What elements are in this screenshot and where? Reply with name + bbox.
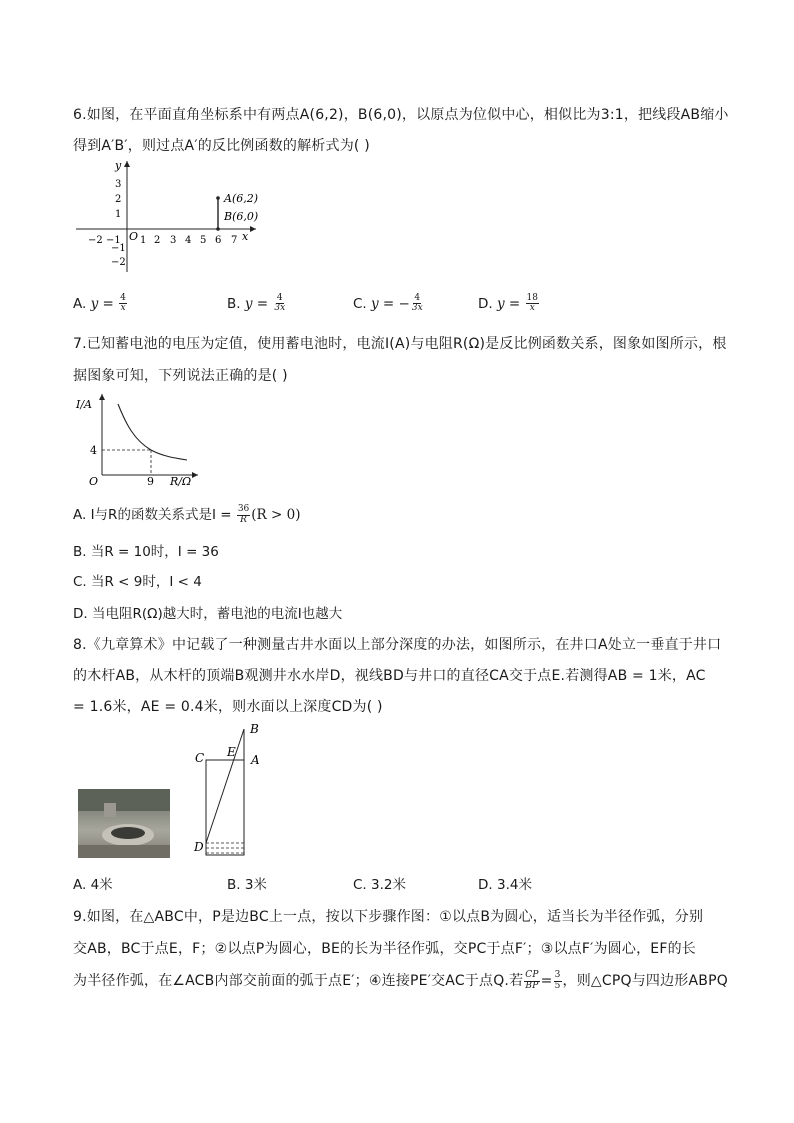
q8-option-b[interactable]: B. 3米 (227, 877, 267, 893)
q8-label-b: B (250, 722, 259, 736)
q7-y-tick: 4 (90, 444, 97, 457)
q6-x-tick: 6 (215, 235, 222, 246)
q6-y-tick: 1 (115, 209, 122, 220)
q7-y-axis-label: I/A (76, 398, 92, 411)
q8-label-e: E (227, 745, 236, 759)
q7-line-1: 7.已知蓄电池的电压为定值，使用蓄电池时，电流I(A)与电阻R(Ω)是反比例函数关系，图象如图所示，根 (73, 336, 727, 352)
q6-x-tick: 4 (185, 235, 192, 246)
q6-x-tick: 7 (231, 235, 238, 246)
q8-line-2: 的木杆AB，从木杆的顶端B观测井水水岸D，视线BD与井口的直径CA交于点E.若测得AB = 1米，AC (73, 668, 706, 684)
q6-label-a: A(6,2) (224, 192, 259, 205)
q9-line-3: 为半径作弧，在∠ACB内部交前面的弧于点E′；④连接PE′交AC于点Q.若 $\frac{CP}{BP}$ = $\frac{3}{5}$ ，则△CPQ与四边形ABPQ (73, 970, 728, 991)
q8-label-c: C (195, 751, 205, 765)
q7-option-a[interactable]: A. I与R的函数关系式是I = $\frac{36}{R}$ (R > 0) (73, 504, 301, 525)
q8-sight-line-bd (206, 729, 244, 843)
q6-line-2: 得到A′B′，则过点A′的反比例函数的解析式为( ) (73, 138, 370, 154)
q7-hyperbola-curve (118, 404, 187, 460)
q7-origin-label: O (89, 475, 99, 488)
q7-x-axis-label: R/Ω (170, 475, 192, 488)
q6-coordinate-graph (74, 158, 264, 276)
q6-option-d[interactable]: D. y = $\frac{18}{x}$ (478, 293, 538, 314)
q6-x-tick: 5 (200, 235, 207, 246)
q8-option-c[interactable]: C. 3.2米 (353, 877, 406, 893)
q6-y-axis-label: y (115, 159, 122, 172)
q6-x-tick: 2 (154, 235, 161, 246)
q6-option-c[interactable]: C. y = − $\frac{4}{3x}$ (353, 293, 423, 314)
q6-y-tick: −1 (111, 243, 126, 254)
q6-point-b (216, 227, 220, 231)
q6-x-tick: 3 (170, 235, 177, 246)
q6-y-tick: 2 (115, 194, 122, 205)
q6-x-tick: 1 (140, 235, 147, 246)
q7-option-b[interactable]: B. 当R = 10时，I = 36 (73, 544, 219, 560)
q8-well-diagram (192, 722, 272, 862)
q6-line-1: 6.如图，在平面直角坐标系中有两点A(6,2)，B(6,0)，以原点为位似中心，相似比为3:1，把线段AB缩小 (73, 107, 729, 123)
q6-y-tick: −2 (111, 257, 126, 268)
q7-x-tick: 9 (147, 475, 154, 488)
q6-x-tick: −1 (106, 235, 121, 246)
q8-line-1: 8.《九章算术》中记载了一种测量古井水面以上部分深度的办法，如图所示，在井口A处立一垂直于井口 (73, 637, 722, 653)
q7-option-d[interactable]: D. 当电阻R(Ω)越大时，蓄电池的电流I也越大 (73, 606, 343, 622)
q7-line-2: 据图象可知，下列说法正确的是( ) (73, 368, 288, 384)
q8-option-a[interactable]: A. 4米 (73, 877, 113, 893)
q6-x-axis-label: x (242, 230, 249, 243)
q8-option-d[interactable]: D. 3.4米 (478, 877, 532, 893)
q9-line-2: 交AB，BC于点E，F；②以点P为圆心，BE的长为半径作弧，交PC于点F′；③以点F′为圆心，EF的长 (73, 941, 696, 957)
q8-line-3: = 1.6米，AE = 0.4米，则水面以上深度CD为( ) (73, 699, 383, 715)
q7-inverse-graph (74, 390, 204, 488)
q6-origin-label: O (129, 230, 139, 243)
q6-x-tick: −2 (88, 235, 103, 246)
q8-label-d: D (194, 840, 204, 854)
q6-point-a (216, 196, 220, 200)
q6-label-b: B(6,0) (224, 210, 259, 223)
q6-option-b[interactable]: B. y = $\frac{4}{3x}$ (227, 293, 286, 314)
well-photo (78, 789, 170, 858)
q9-line-1: 9.如图，在△ABC中，P是边BC上一点，按以下步骤作图：①以点B为圆心，适当长为半径作弧，分别 (73, 909, 704, 925)
q6-y-tick: 3 (115, 179, 122, 190)
q6-option-a[interactable]: A. y = $\frac{4}{x}$ (73, 293, 126, 314)
q7-option-c[interactable]: C. 当R < 9时，I < 4 (73, 574, 202, 590)
q8-label-a: A (251, 753, 260, 767)
